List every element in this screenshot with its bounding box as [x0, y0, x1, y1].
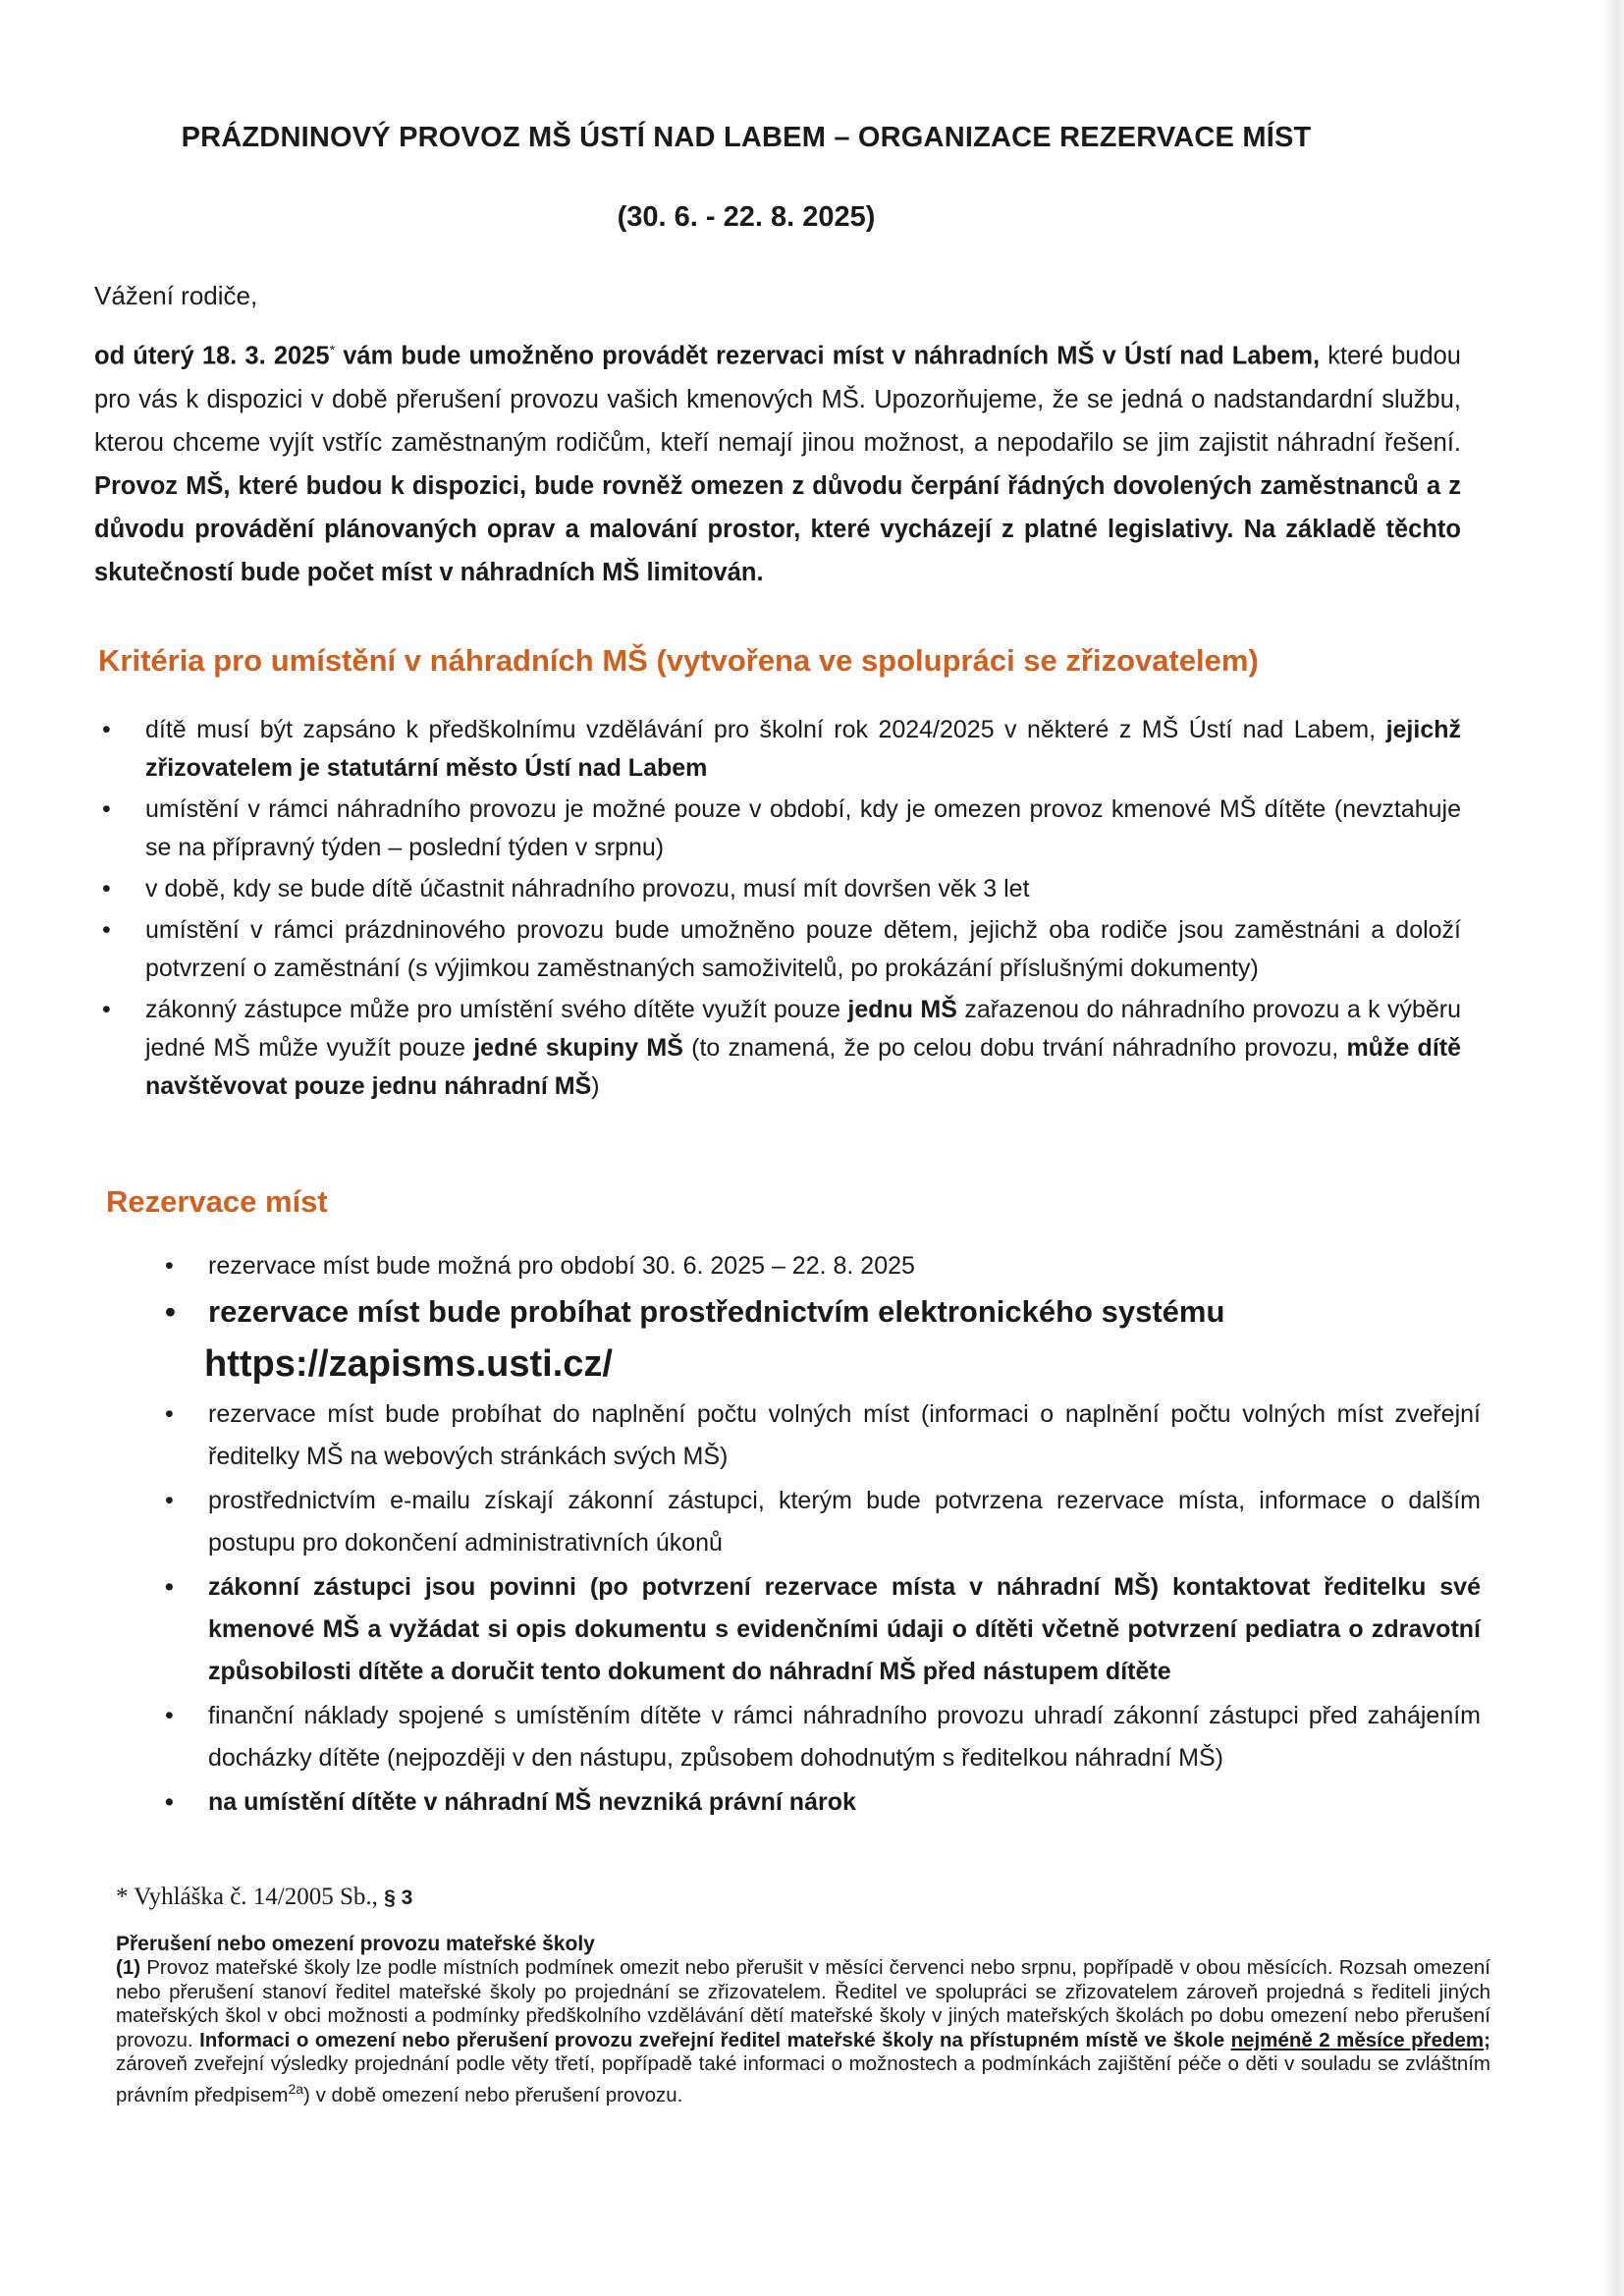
criteria-item-bold: jedné skupiny MŠ	[473, 1034, 683, 1062]
footnote	[116, 1884, 412, 1911]
intro-bold-1: vám bude umožněno provádět rezervaci míst v náhradních MŠ v Ústí nad Labem,	[335, 342, 1321, 370]
document-dates: (30. 6. - 22. 8. 2025)	[617, 201, 876, 233]
criteria-item-text: )	[591, 1072, 600, 1100]
reservation-item: • zákonní zástupci jsou povinni (po potvrzení rezervace místa v náhradní MŠ) kontaktovat ředitelku své kmenové MŠ a vyžádat si opis dokumentu s evidenčními údaji o dítěti včetně potvrzení pediatra o zdravotní způsobilosti dítěte a doručit tento dokument do náhradní MŠ před nástupem dítěte	[157, 1566, 1481, 1693]
intro-bold-2: Provoz MŠ, které budou k dispozici, bude rovněž omezen z důvodu čerpání řádných dovolených zaměstnanců a z důvodu provádění plánovaných oprav a malování prostor, které vycházejí z platné legislativy. Na základě těchto skutečností bude počet míst v náhradních MŠ limitován.	[94, 471, 1461, 586]
greeting: Vážení rodiče,	[94, 281, 258, 310]
criteria-item	[94, 991, 1461, 1106]
law-text	[116, 1956, 1490, 2107]
reservation-item: • na umístění dítěte v náhradní MŠ nevzniká právní nárok	[157, 1781, 1481, 1824]
criteria-item-text: zařazenou do náhradního provozu a k výběru jedné MŠ může využít pouze	[145, 996, 1462, 1062]
law-text-bold: Informaci o omezení nebo přerušení provozu zveřejní ředitel mateřské školy na přístupném místě ve škole	[199, 2028, 1231, 2051]
criteria-item-bold: jednu MŠ	[847, 996, 957, 1023]
footnote-ref: * Vyhláška č. 14/2005 Sb.,	[116, 1884, 385, 1910]
law-text-underline: nejméně 2 měsíce předem	[1230, 2028, 1485, 2051]
reservation-list	[157, 1245, 1481, 1826]
reservation-item: • prostřednictvím e-mailu získají zákonní zástupci, kterým bude potvrzena rezervace místa, informace o dalším postupu pro dokončení administrativních úkonů	[157, 1480, 1481, 1564]
intro-paragraph	[94, 328, 1461, 594]
intro-text: které budou pro vás k dispozici v době přerušení provozu vašich kmenových MŠ. Upozorňujeme, že se jedná o nadstandardní službu, kterou chceme vyjít vstříc zaměstnaným rodičům, kteří nemají jinou možnost, a nepodařilo se jim zajistit náhradní řešení.	[94, 342, 1461, 457]
criteria-item-text: (to znamená, že po celou dobu trvání náhradního provozu,	[682, 1034, 1347, 1062]
law-number: (1)	[116, 1956, 141, 1979]
criteria-item: • v době, kdy se bude dítě účastnit náhradního provozu, musí mít dovršen věk 3 let	[94, 870, 1461, 908]
footnote-section: § 3	[384, 1886, 413, 1909]
law-text-bold: ;	[1484, 2028, 1490, 2051]
reservation-item: • rezervace míst bude probíhat prostřednictvím elektronického systému	[157, 1289, 1481, 1335]
criteria-item-text: zákonný zástupce může pro umístění svého dítěte využít pouze	[145, 996, 848, 1023]
criteria-heading: Kritéria pro umístění v náhradních MŠ (vytvořena ve spolupráci se zřizovatelem)	[98, 643, 1259, 678]
law-text-part: ) v době omezení nebo přerušení provozu.	[303, 2083, 683, 2106]
reservation-url[interactable]: https://zapisms.usti.cz/	[204, 1343, 613, 1385]
document-title: PRÁZDNINOVÝ PROVOZ MŠ ÚSTÍ NAD LABEM – ORGANIZACE REZERVACE MÍST	[181, 122, 1312, 153]
criteria-item	[94, 711, 1461, 788]
criteria-list	[94, 711, 1461, 1109]
reservation-item: • rezervace míst bude probíhat do naplnění počtu volných míst (informaci o naplnění počtu volných míst zveřejní ředitelky MŠ na webových stránkách svých MŠ)	[157, 1394, 1481, 1478]
reservation-item: • finanční náklady spojené s umístěním dítěte v rámci náhradního provozu uhradí zákonní zástupci před zahájením docházky dítěte (nejpozději v den nástupu, způsobem dohodnutým s ředitelkou náhradní MŠ)	[157, 1695, 1481, 1779]
intro-date: od úterý 18. 3. 2025	[94, 342, 330, 370]
criteria-item-text: dítě musí být zapsáno k předškolnímu vzdělávání pro školní rok 2024/2025 v některé z MŠ Ústí nad Labem,	[145, 716, 1386, 743]
criteria-item: • umístění v rámci náhradního provozu je možné pouze v období, kdy je omezen provoz kmenové MŠ dítěte (nevztahuje se na přípravný týden – poslední týden v srpnu)	[94, 791, 1461, 867]
criteria-item-bold: jejichž zřizovatelem je statutární město Ústí nad Labem	[145, 716, 1461, 782]
law-text-part: Provoz mateřské školy lze podle místních podmínek omezit nebo přerušit v měsíci červenci nebo srpnu, popřípadě v obou měsících. Rozsah omezení nebo přerušení stanoví ředitel mateřské školy po projednání se zřizovatelem. Ředitel ve spolupráci se zřizovatelem zároveň projedná s řediteli jiných mateřských škol v obci možnosti a podmínky předškolního vzdělávání dětí mateřské školy v jiných mateřských školách po dobu omezení nebo přerušení provozu.	[116, 1956, 1490, 2051]
criteria-item: • umístění v rámci prázdninového provozu bude umožněno pouze dětem, jejichž oba rodiče jsou zaměstnáni a doloží potvrzení o zaměstnání (s výjimkou zaměstnaných samoživitelů, po prokázání příslušnými dokumenty)	[94, 911, 1461, 988]
criteria-item-bold: může dítě navštěvovat pouze jednu náhradní MŠ	[145, 1034, 1461, 1100]
law-footnote-sup: 2a	[288, 2080, 304, 2097]
scan-edge	[1602, 0, 1624, 2296]
law-heading: Přerušení nebo omezení provozu mateřské školy	[116, 1933, 595, 1955]
law-text-part: zároveň zveřejní výsledky projednání podle věty třetí, popřípadě také informaci o možnostech a podmínkách zajištění péče o děti v souladu se zvláštním právním předpisem	[116, 2052, 1490, 2106]
reservation-item: • rezervace míst bude možná pro období 30. 6. 2025 – 22. 8. 2025	[157, 1245, 1481, 1287]
intro-asterisk: *	[329, 342, 336, 357]
reservation-heading: Rezervace míst	[106, 1184, 328, 1219]
